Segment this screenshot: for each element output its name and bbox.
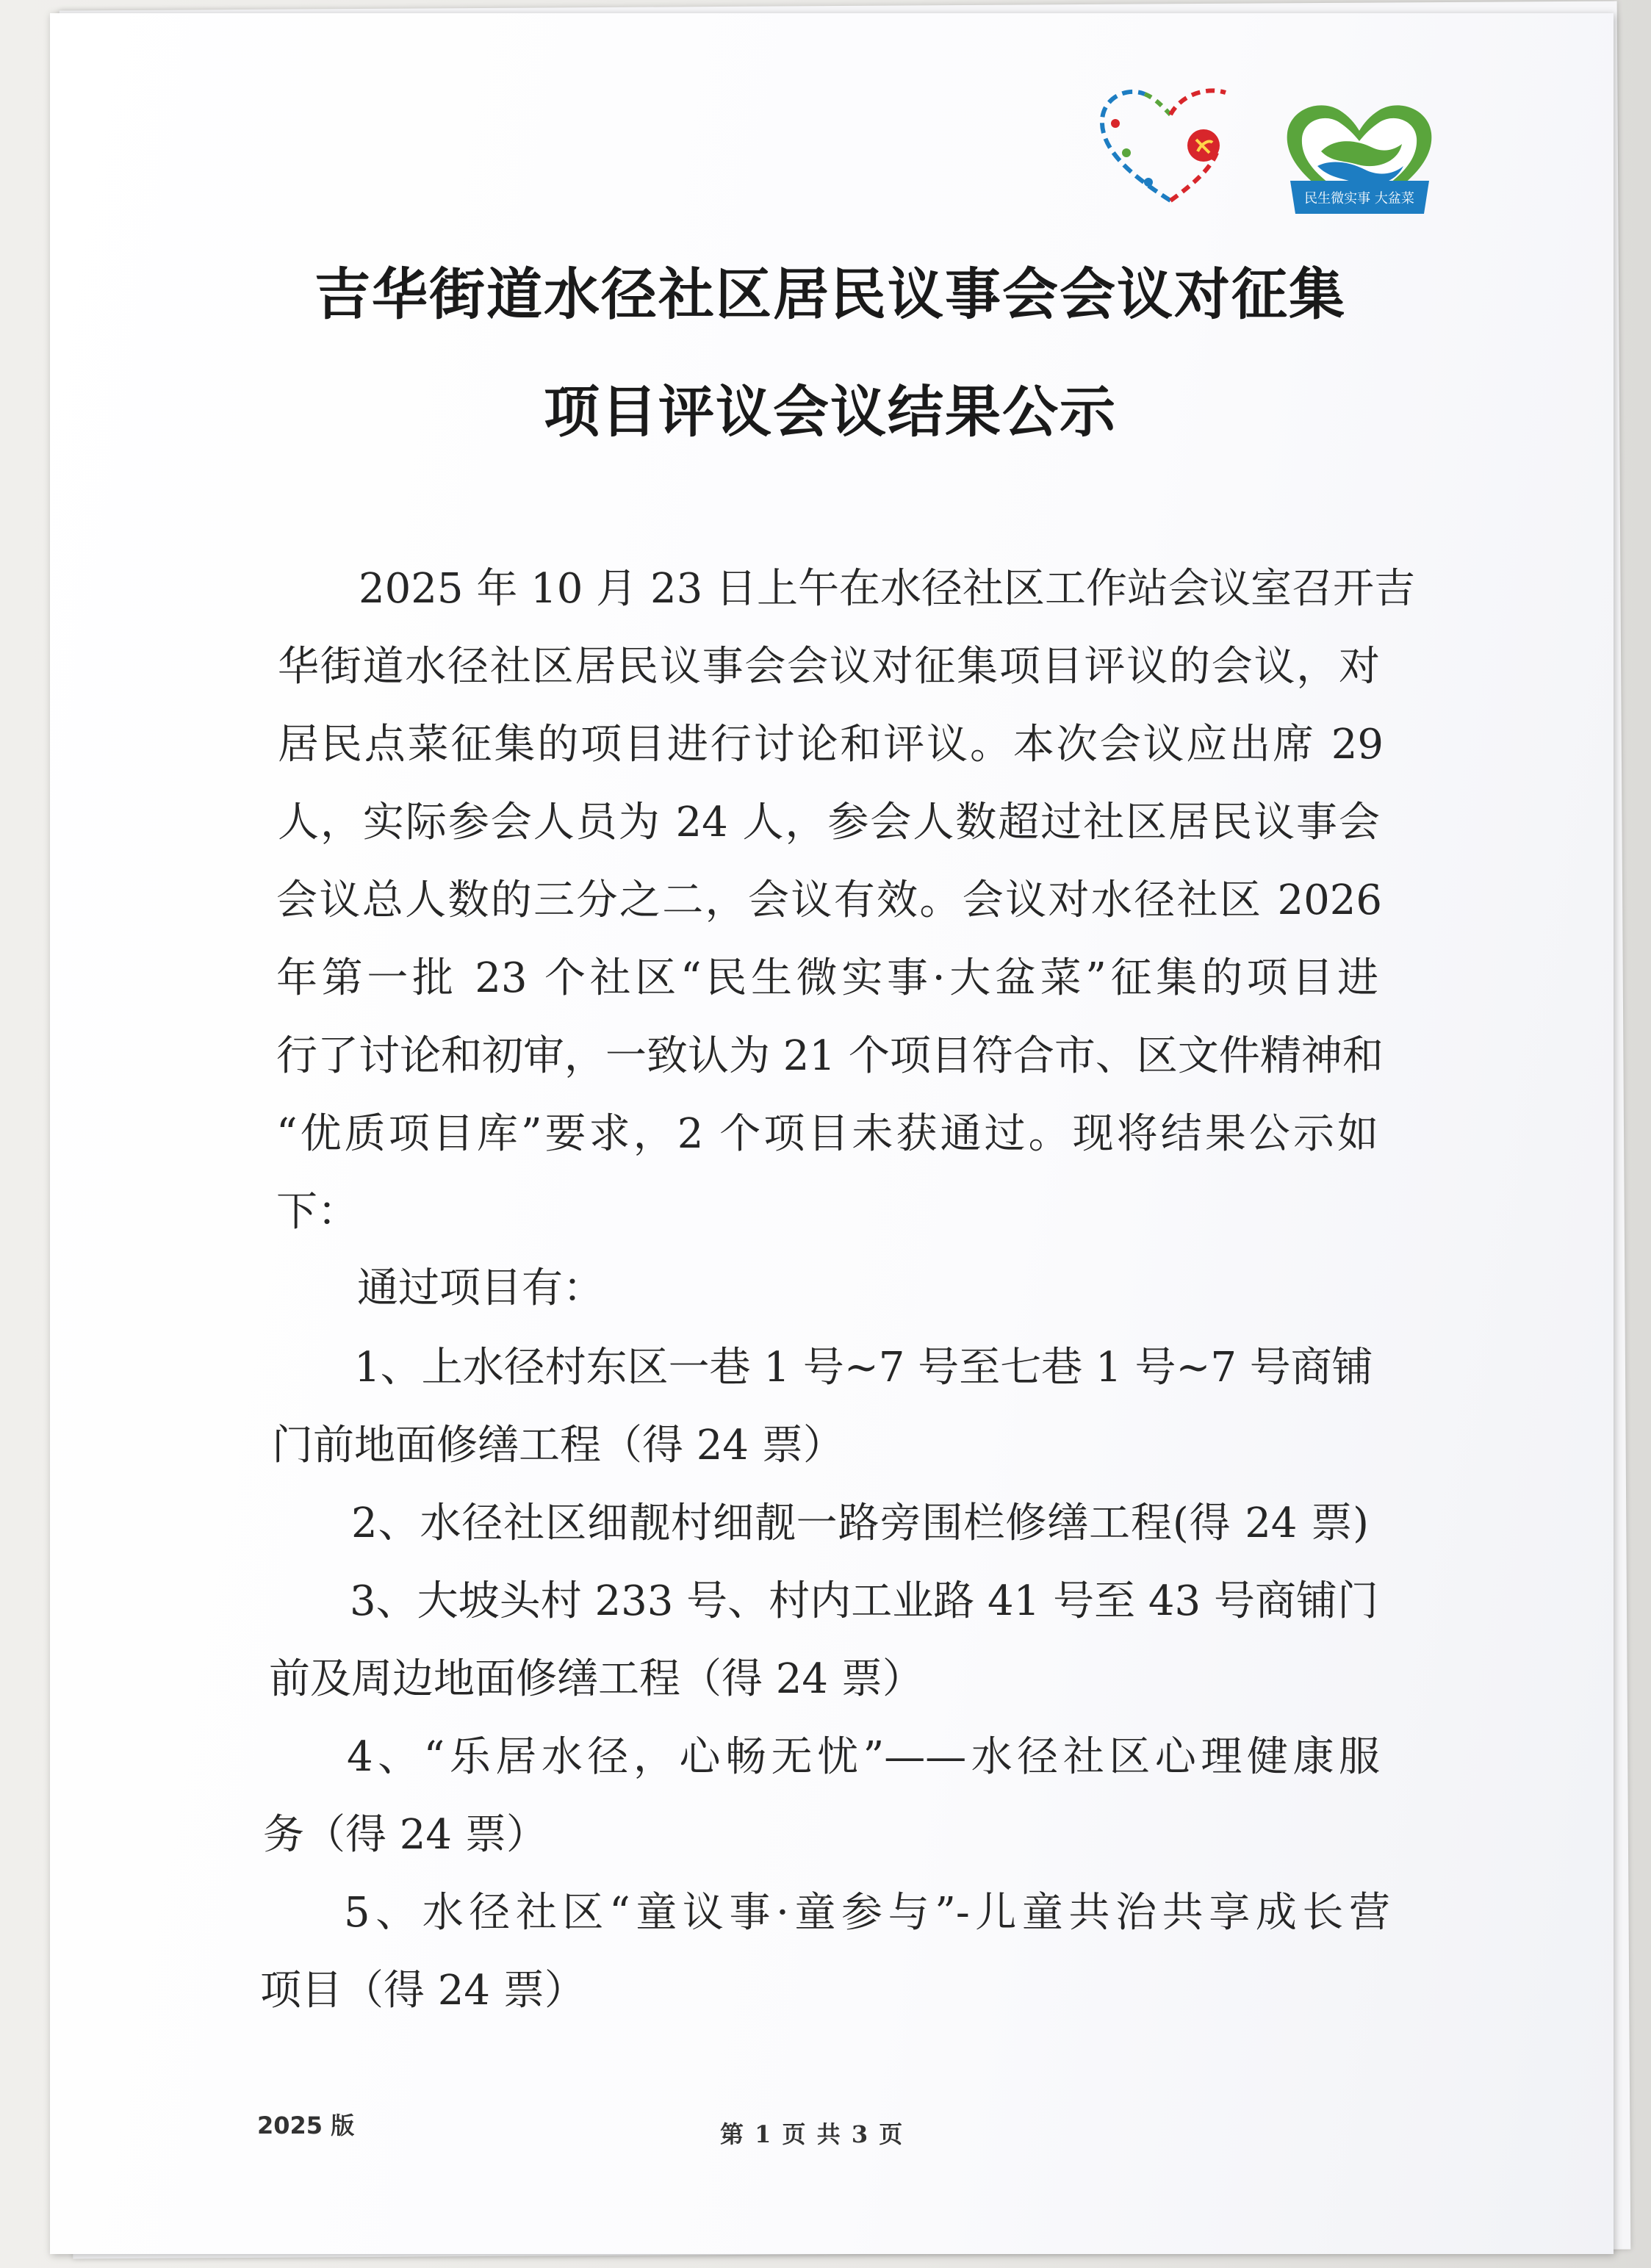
party-heart-logo [1086, 72, 1255, 212]
project-item-line: 2、水径社区细靓村细靓一路旁围栏修缮工程(得 24 票) [351, 1500, 1369, 1547]
document-title-line-2: 项目评议会议结果公示 [544, 379, 1117, 444]
paragraph-line: 年第一批 23 个社区“民生微实事·大盆菜”征集的项目进 [276, 954, 1378, 1002]
page-number: 第 1 页 共 3 页 [720, 2120, 904, 2148]
document-title-line-1: 吉华街道水径社区居民议事会会议对征集 [314, 262, 1346, 327]
project-item-line: 门前地面修缮工程（得 24 票） [272, 1422, 844, 1469]
version-label: 2025 版 [257, 2112, 355, 2139]
project-item-line: 前及周边地面修缮工程（得 24 票） [269, 1655, 924, 1703]
paragraph-line: 居民点菜征集的项目进行讨论和评议。本次会议应出席 29 [278, 721, 1384, 768]
paragraph-line: 行了讨论和初审，一致认为 21 个项目符合市、区文件精神和 [276, 1032, 1384, 1080]
paragraph-line: 华街道水径社区居民议事会会议对征集项目评议的会议，对 [278, 643, 1380, 691]
project-item-line: 项目（得 24 票） [260, 1967, 586, 2015]
project-item-line: 务（得 24 票） [263, 1811, 547, 1859]
paragraph-line: “优质项目库”要求，2 个项目未获通过。现将结果公示如 [276, 1110, 1378, 1158]
paragraph-line: 人，实际参会人员为 24 人，参会人数超过社区居民议事会 [278, 799, 1380, 846]
minsheng-heart-logo [1277, 93, 1442, 225]
passed-projects-heading: 通过项目有： [357, 1264, 604, 1312]
paragraph-line: 会议总人数的三分之二，会议有效。会议对水径社区 2026 [276, 876, 1382, 924]
paragraph-line: 2025 年 10 月 23 日上午在水径社区工作站会议室召开吉 [359, 565, 1416, 613]
project-item-line: 1、上水径村东区一巷 1 号~7 号至七巷 1 号~7 号商铺 [354, 1344, 1373, 1392]
project-item-line: 3、大坡头村 233 号、村内工业路 41 号至 43 号商铺门 [350, 1577, 1378, 1625]
project-item-line: 4、“乐居水径，心畅无忧”——水径社区心理健康服 [347, 1733, 1380, 1781]
paragraph-line: 下： [276, 1188, 359, 1236]
project-item-line: 5、水径社区“童议事·童参与”-儿童共治共享成长营 [344, 1889, 1390, 1937]
logo-caption: 民生微实事 大盆菜 [1304, 191, 1414, 206]
